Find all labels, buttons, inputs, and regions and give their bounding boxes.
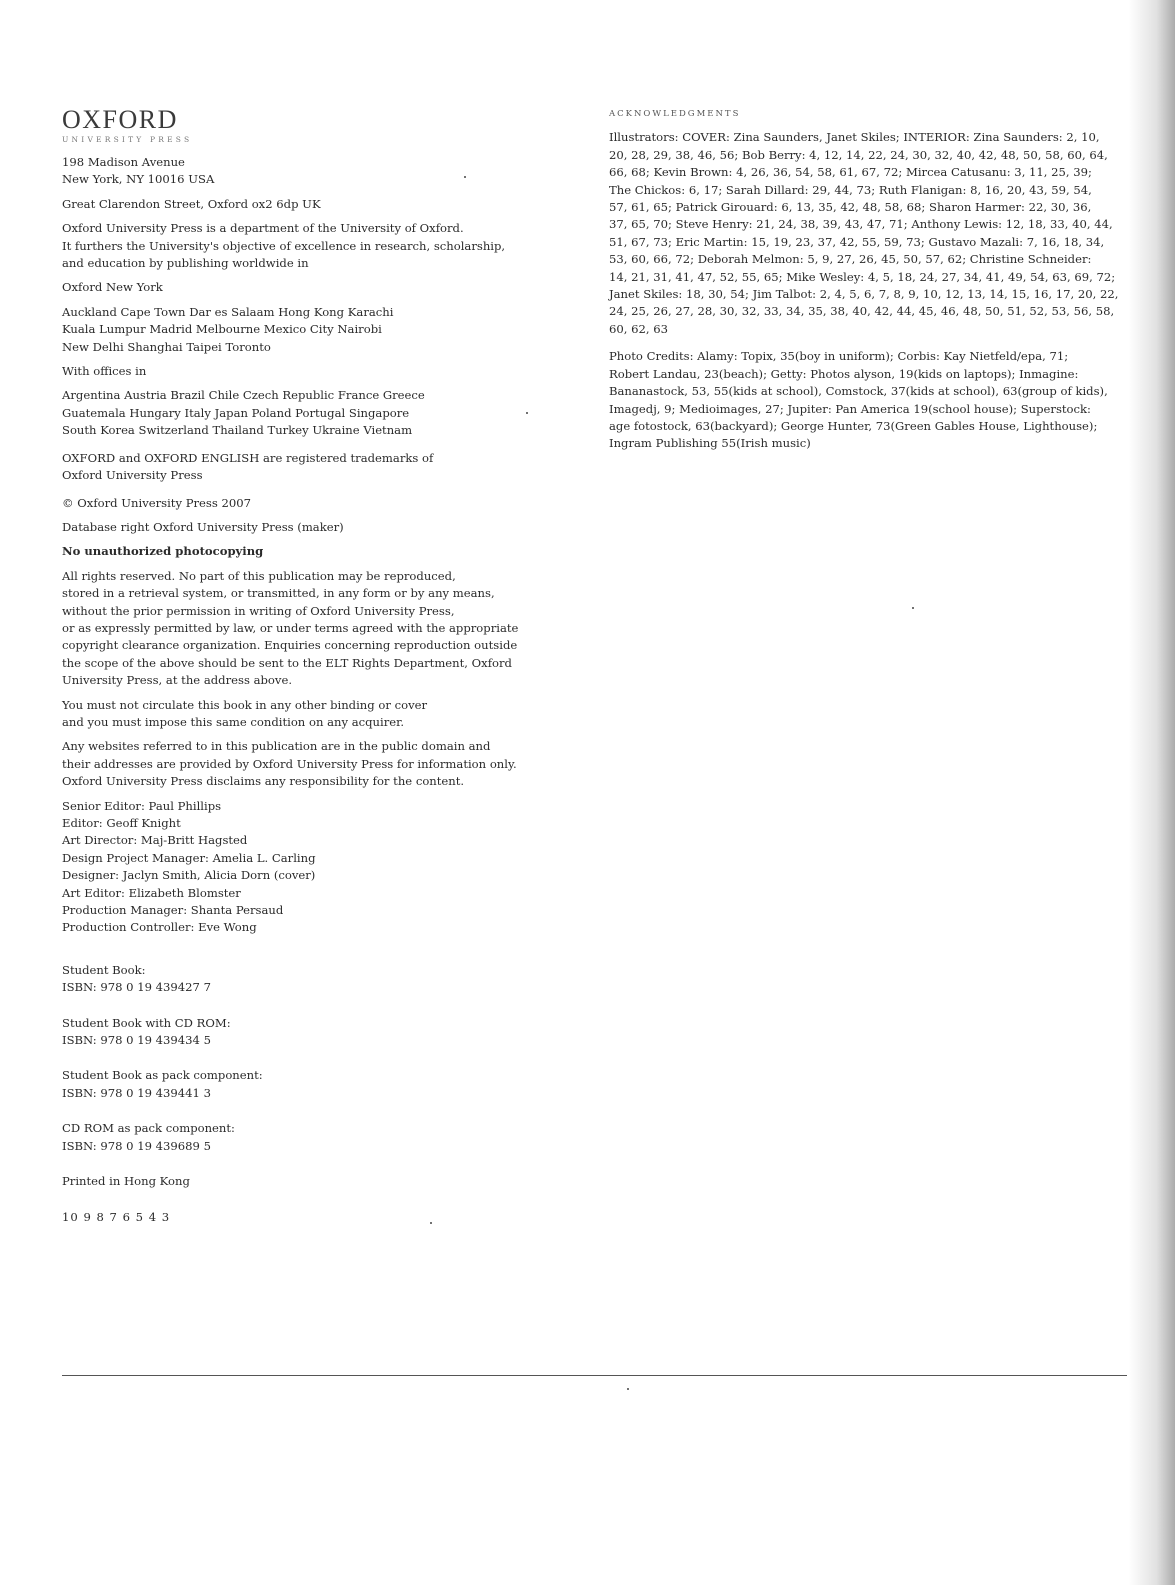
offices-label	[62, 363, 562, 380]
isbn-number: ISBN: 978 0 19 439427 7	[62, 980, 211, 995]
database-right	[62, 519, 562, 536]
text-line: No unauthorized photocopying	[62, 544, 264, 559]
page-edge-shadow	[1129, 0, 1175, 1585]
acknowledgements-heading: ACKNOWLEDGMENTS	[609, 109, 741, 119]
address-line: New York, NY 10016 USA	[62, 172, 215, 187]
text-line: and you must impose this same condition on any acquirer.	[62, 714, 405, 729]
text-line: 57, 61, 65; Patrick Girouard: 6, 13, 35, 42, 48, 58, 68; Sharon Harmer: 22, 30, 36,	[609, 200, 1092, 215]
address-line: 198 Madison Avenue	[62, 155, 185, 169]
text-line: Guatemala Hungary Italy Japan Poland Portugal Singapore	[62, 405, 410, 420]
text-line: South Korea Switzerland Thailand Turkey Ukraine Vietnam	[62, 423, 413, 438]
address-line: Great Clarendon Street, Oxford ox2 6dp UK	[62, 196, 321, 211]
isbn-block	[62, 1067, 562, 1102]
text-line: It furthers the University's objective of excellence in research, scholarship,	[62, 238, 506, 253]
text-line: Database right Oxford University Press (maker)	[62, 519, 344, 534]
text-line: Imagedj, 9; Medioimages, 27; Jupiter: Pan America 19(school house); Superstock:	[609, 401, 1091, 416]
rights-paragraph	[62, 568, 562, 690]
text-line: Oxford University Press is a department of the University of Oxford.	[62, 221, 464, 236]
text-line: Auckland Cape Town Dar es Salaam Hong Kong Karachi	[62, 304, 394, 319]
text-line: 14, 21, 31, 41, 47, 52, 55, 65; Mike Wesley: 4, 5, 18, 24, 27, 34, 41, 49, 54, 63, 69, 72;	[609, 269, 1116, 284]
acknowledgements-column	[609, 106, 1119, 463]
text-line: their addresses are provided by Oxford University Press for information only.	[62, 756, 517, 771]
text-line: You must not circulate this book in any other binding or cover	[62, 697, 428, 712]
text-line: 60, 62, 63	[609, 321, 668, 336]
text-line: Oxford University Press	[62, 468, 203, 483]
text-line: New Delhi Shanghai Taipei Toronto	[62, 339, 271, 354]
scan-speck	[430, 1222, 432, 1224]
print-run-numbers	[62, 1209, 562, 1226]
text-line: Photo Credits: Alamy: Topix, 35(boy in uniform); Corbis: Kay Nietfeld/epa, 71;	[609, 349, 1069, 364]
main-cities	[62, 279, 562, 296]
text-line: Robert Landau, 23(beach); Getty: Photos alyson, 19(kids on laptops); Inmagine:	[609, 366, 1079, 381]
isbn-label: CD ROM as pack component:	[62, 1121, 235, 1136]
isbn-block	[62, 962, 562, 997]
text-line: 37, 65, 70; Steve Henry: 21, 24, 38, 39, 43, 47, 71; Anthony Lewis: 12, 18, 33, 40, 44,	[609, 217, 1113, 232]
text-line: stored in a retrieval system, or transmitted, in any form or by any means,	[62, 586, 495, 601]
text-line: The Chickos: 6, 17; Sarah Dillard: 29, 44, 73; Ruth Flanigan: 8, 16, 20, 43, 59, 54,	[609, 182, 1092, 197]
isbn-number: ISBN: 978 0 19 439441 3	[62, 1085, 211, 1100]
oxford-logo: OXFORD	[62, 105, 178, 134]
text-line: Oxford New York	[62, 280, 163, 295]
staff-credits	[62, 798, 562, 937]
text-line: 24, 25, 26, 27, 28, 30, 32, 33, 34, 35, 38, 40, 42, 44, 45, 46, 48, 50, 51, 52, 53, 56, 58,	[609, 304, 1115, 319]
isbn-number: ISBN: 978 0 19 439689 5	[62, 1138, 211, 1153]
isbn-label: Student Book:	[62, 962, 146, 977]
credit-line: Production Controller: Eve Wong	[62, 920, 257, 935]
circulate-paragraph	[62, 697, 562, 732]
trademark-notice	[62, 450, 562, 485]
credit-line: Art Editor: Elizabeth Blomster	[62, 885, 241, 900]
isbn-label: Student Book with CD ROM:	[62, 1015, 231, 1030]
copyright-line	[62, 495, 562, 512]
text-line: Kuala Lumpur Madrid Melbourne Mexico City Nairobi	[62, 322, 382, 337]
text-line: Ingram Publishing 55(Irish music)	[609, 436, 811, 451]
scan-speck	[464, 176, 466, 178]
text-line: and education by publishing worldwide in	[62, 256, 309, 271]
credit-line: Designer: Jaclyn Smith, Alicia Dorn (cover)	[62, 868, 316, 883]
text-line: without the prior permission in writing of Oxford University Press,	[62, 603, 455, 618]
text-line: copyright clearance organization. Enquiries concerning reproduction outside	[62, 638, 518, 653]
text-line: the scope of the above should be sent to the ELT Rights Department, Oxford	[62, 655, 512, 670]
text-line: All rights reserved. No part of this publication may be reproduced,	[62, 568, 456, 583]
text-line: © Oxford University Press 2007	[62, 495, 251, 510]
text-line: age fotostock, 63(backyard); George Hunter, 73(Green Gables House, Lighthouse);	[609, 418, 1098, 433]
isbn-number: ISBN: 978 0 19 439434 5	[62, 1033, 211, 1048]
text-line: Illustrators: COVER: Zina Saunders, Janet Skiles; INTERIOR: Zina Saunders: 2, 10,	[609, 130, 1100, 145]
text-line: 51, 67, 73; Eric Martin: 15, 19, 23, 37, 42, 55, 59, 73; Gustavo Mazali: 7, 16, 18, 34,	[609, 234, 1105, 249]
credit-line: Production Manager: Shanta Persaud	[62, 903, 284, 918]
credit-line: Senior Editor: Paul Phillips	[62, 798, 222, 813]
text-line: Any websites referred to in this publication are in the public domain and	[62, 739, 491, 754]
photo-credits	[609, 348, 1119, 452]
text-line: University Press, at the address above.	[62, 673, 293, 688]
isbn-block	[62, 1015, 562, 1050]
oxford-logo-subtitle: UNIVERSITY PRESS	[62, 135, 193, 144]
text-line: 10 9 8 7 6 5 4 3	[62, 1209, 171, 1224]
text-line: or as expressly permitted by law, or under terms agreed with the appropriate	[62, 620, 519, 635]
scan-speck	[912, 607, 914, 609]
text-line: Printed in Hong Kong	[62, 1174, 190, 1189]
credit-line: Art Director: Maj-Britt Hagsted	[62, 833, 248, 848]
text-line: 20, 28, 29, 38, 46, 56; Bob Berry: 4, 12, 14, 22, 24, 30, 32, 40, 42, 48, 50, 58, 60, 64,	[609, 147, 1108, 162]
uk-address	[62, 196, 562, 213]
about-paragraph	[62, 220, 562, 272]
no-photocopy-heading	[62, 543, 562, 560]
websites-paragraph	[62, 738, 562, 790]
text-line: Janet Skiles: 18, 30, 54; Jim Talbot: 2, 4, 5, 6, 7, 8, 9, 10, 12, 13, 14, 15, 16, 17, 20, 22,	[609, 287, 1119, 302]
imprint-column	[62, 106, 562, 1233]
text-line: Oxford University Press disclaims any responsibility for the content.	[62, 774, 465, 789]
text-line: Bananastock, 53, 55(kids at school), Comstock, 37(kids at school), 63(group of kids),	[609, 384, 1108, 399]
cities-list	[62, 304, 562, 356]
text-line: OXFORD and OXFORD ENGLISH are registered trademarks of	[62, 450, 434, 465]
text-line: With offices in	[62, 364, 147, 379]
illustrators-credits	[609, 129, 1119, 338]
bottom-rule	[62, 1375, 1127, 1376]
credit-line: Editor: Geoff Knight	[62, 816, 181, 830]
scan-speck	[627, 1388, 629, 1390]
ny-address	[62, 154, 562, 189]
isbn-label: Student Book as pack component:	[62, 1068, 263, 1083]
text-line: 66, 68; Kevin Brown: 4, 26, 36, 54, 58, 61, 67, 72; Mircea Catusanu: 3, 11, 25, 39;	[609, 165, 1092, 180]
isbn-block	[62, 1120, 562, 1155]
text-line: 53, 60, 66, 72; Deborah Melmon: 5, 9, 27, 26, 45, 50, 57, 62; Christine Schneider:	[609, 252, 1092, 267]
scan-speck	[526, 412, 528, 414]
printed-in	[62, 1173, 562, 1190]
text-line: Argentina Austria Brazil Chile Czech Republic France Greece	[62, 388, 425, 403]
credit-line: Design Project Manager: Amelia L. Carling	[62, 850, 316, 865]
countries-list	[62, 387, 562, 439]
